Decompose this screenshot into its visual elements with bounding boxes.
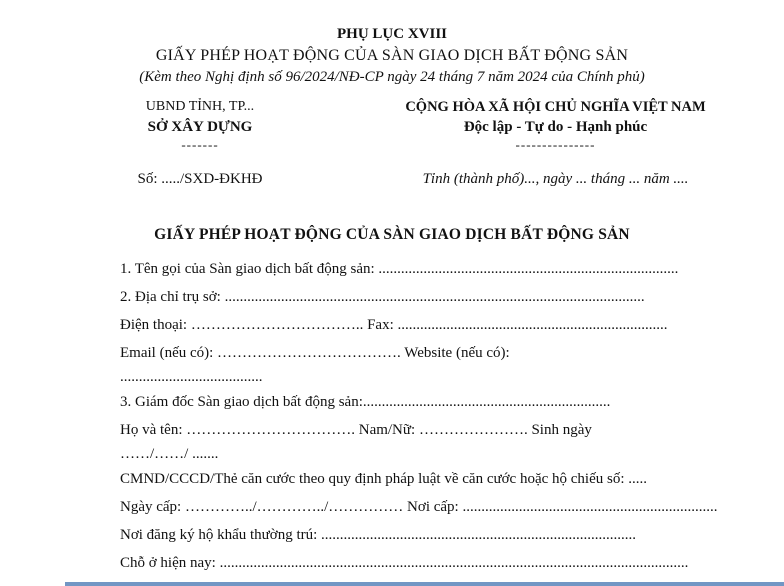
right-divider: --------------- <box>515 137 596 152</box>
form-line-email-website: Email (nếu có): ………………………………. Website (nếu có): <box>120 345 510 361</box>
form-line-permanent-residence: Nơi đăng ký hộ khẩu thường trú: .................................................................................... <box>120 527 637 543</box>
form-line-floor-name: 1. Tên gọi của Sàn giao dịch bất động sản: ................................................................................ <box>120 261 679 277</box>
bottom-bar <box>65 582 784 586</box>
document-body <box>120 255 784 577</box>
national-motto: Độc lập - Tự do - Hạnh phúc <box>463 119 648 135</box>
form-line-phone-fax: Điện thoại: …………………………….. Fax: ........................................................................ <box>120 317 668 333</box>
form-line-birthdate-continuation: ……/……/ ....... <box>120 446 219 462</box>
department-name: SỞ XÂY DỰNG <box>147 119 253 135</box>
document-title: GIẤY PHÉP HOẠT ĐỘNG CỦA SÀN GIAO DỊCH BẤT ĐỘNG SẢN <box>155 47 629 64</box>
form-line-director: 3. Giám đốc Sàn giao dịch bất động sản:.................................................................. <box>120 394 611 410</box>
letterhead-right-column <box>383 97 728 189</box>
form-line-id-number: CMND/CCCD/Thẻ căn cước theo quy định pháp luật về căn cước hoặc hộ chiếu số: ..... <box>120 471 647 487</box>
left-divider: ------- <box>181 137 219 152</box>
license-title: GIẤY PHÉP HOẠT ĐỘNG CỦA SÀN GIAO DỊCH BẤT ĐỘNG SẢN <box>154 226 630 243</box>
form-line-website-continuation: ...................................... <box>120 369 263 385</box>
place-date-line: Tỉnh (thành phố)..., ngày ... tháng ... năm .... <box>422 171 689 187</box>
form-line-current-residence: Chỗ ở hiện nay: ............................................................................................................................. <box>120 555 689 571</box>
national-header: CỘNG HÒA XÃ HỘI CHỦ NGHĨA VIỆT NAM <box>405 99 706 115</box>
document-header <box>0 0 784 88</box>
decree-note: (Kèm theo Nghị định số 96/2024/NĐ-CP ngày 24 tháng 7 năm 2024 của Chính phủ) <box>139 69 645 85</box>
form-line-issue-date-place: Ngày cấp: …………../…………../…………… Nơi cấp: .................................................................... <box>120 499 718 515</box>
letterhead-left-column <box>85 97 315 189</box>
appendix-title: PHỤ LỤC XVIII <box>336 26 447 42</box>
document-number-line: Số: ...../SXD-ĐKHĐ <box>137 171 263 187</box>
letterhead <box>0 97 784 189</box>
form-line-head-office-address: 2. Địa chỉ trụ sở: ................................................................................................................ <box>120 289 645 305</box>
agency-name: UBND TỈNH, TP... <box>145 99 255 114</box>
form-line-fullname-gender-birth: Họ và tên: ……………………………. Nam/Nữ: …………………. Sinh ngày <box>120 422 592 438</box>
